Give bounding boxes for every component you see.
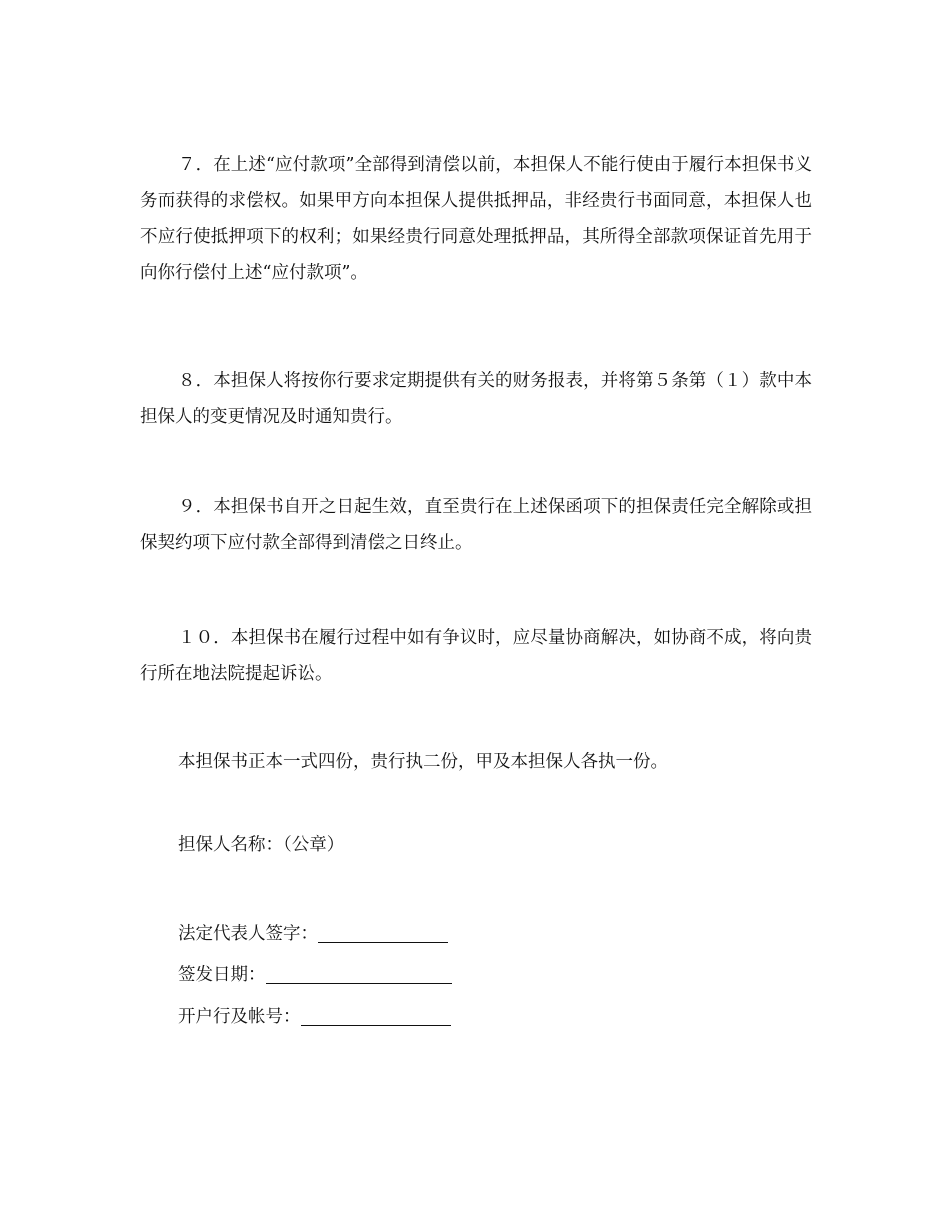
- bank-account-label: 开户行及帐号：: [178, 1007, 301, 1027]
- issue-date-blank: [266, 963, 452, 984]
- copies-statement: 本担保书正本一式四份，贵行执二份，甲及本担保人各执一份。: [178, 752, 668, 772]
- bank-account-blank: [301, 1005, 451, 1026]
- clause-8: ８．本担保人将按你行要求定期提供有关的财务报表，并将第５条第（１）款中本担保人的变更情况及时通知贵行。: [140, 371, 812, 427]
- clause-10: １０．本担保书在履行过程中如有争议时，应尽量协商解决，如协商不成，将向贵行所在地法院提起诉讼。: [140, 628, 812, 684]
- guarantor-name-label: 担保人名称：（公章）: [178, 835, 345, 855]
- legal-rep-signature-line: [178, 922, 448, 946]
- clause-7: ７．在上述“应付款项”全部得到清偿以前，本担保人不能行使由于履行本担保书义务而获得的求偿权。如果甲方向本担保人提供抵押品，非经贵行书面同意，本担保人也不应行使抵押项下的权利；如果经贵行同意处理抵押品，其所得全部款项保证首先用于向你行偿付上述“应付款项”。: [140, 155, 812, 283]
- legal-rep-blank: [318, 922, 448, 943]
- issue-date-label: 签发日期：: [178, 965, 266, 985]
- legal-rep-label: 法定代表人签字：: [178, 924, 318, 944]
- bank-account-line: [178, 1005, 451, 1029]
- issue-date-line: [178, 963, 452, 987]
- clause-9: ９．本担保书自开之日起生效，直至贵行在上述保函项下的担保责任完全解除或担保契约项下应付款全部得到清偿之日终止。: [140, 497, 812, 553]
